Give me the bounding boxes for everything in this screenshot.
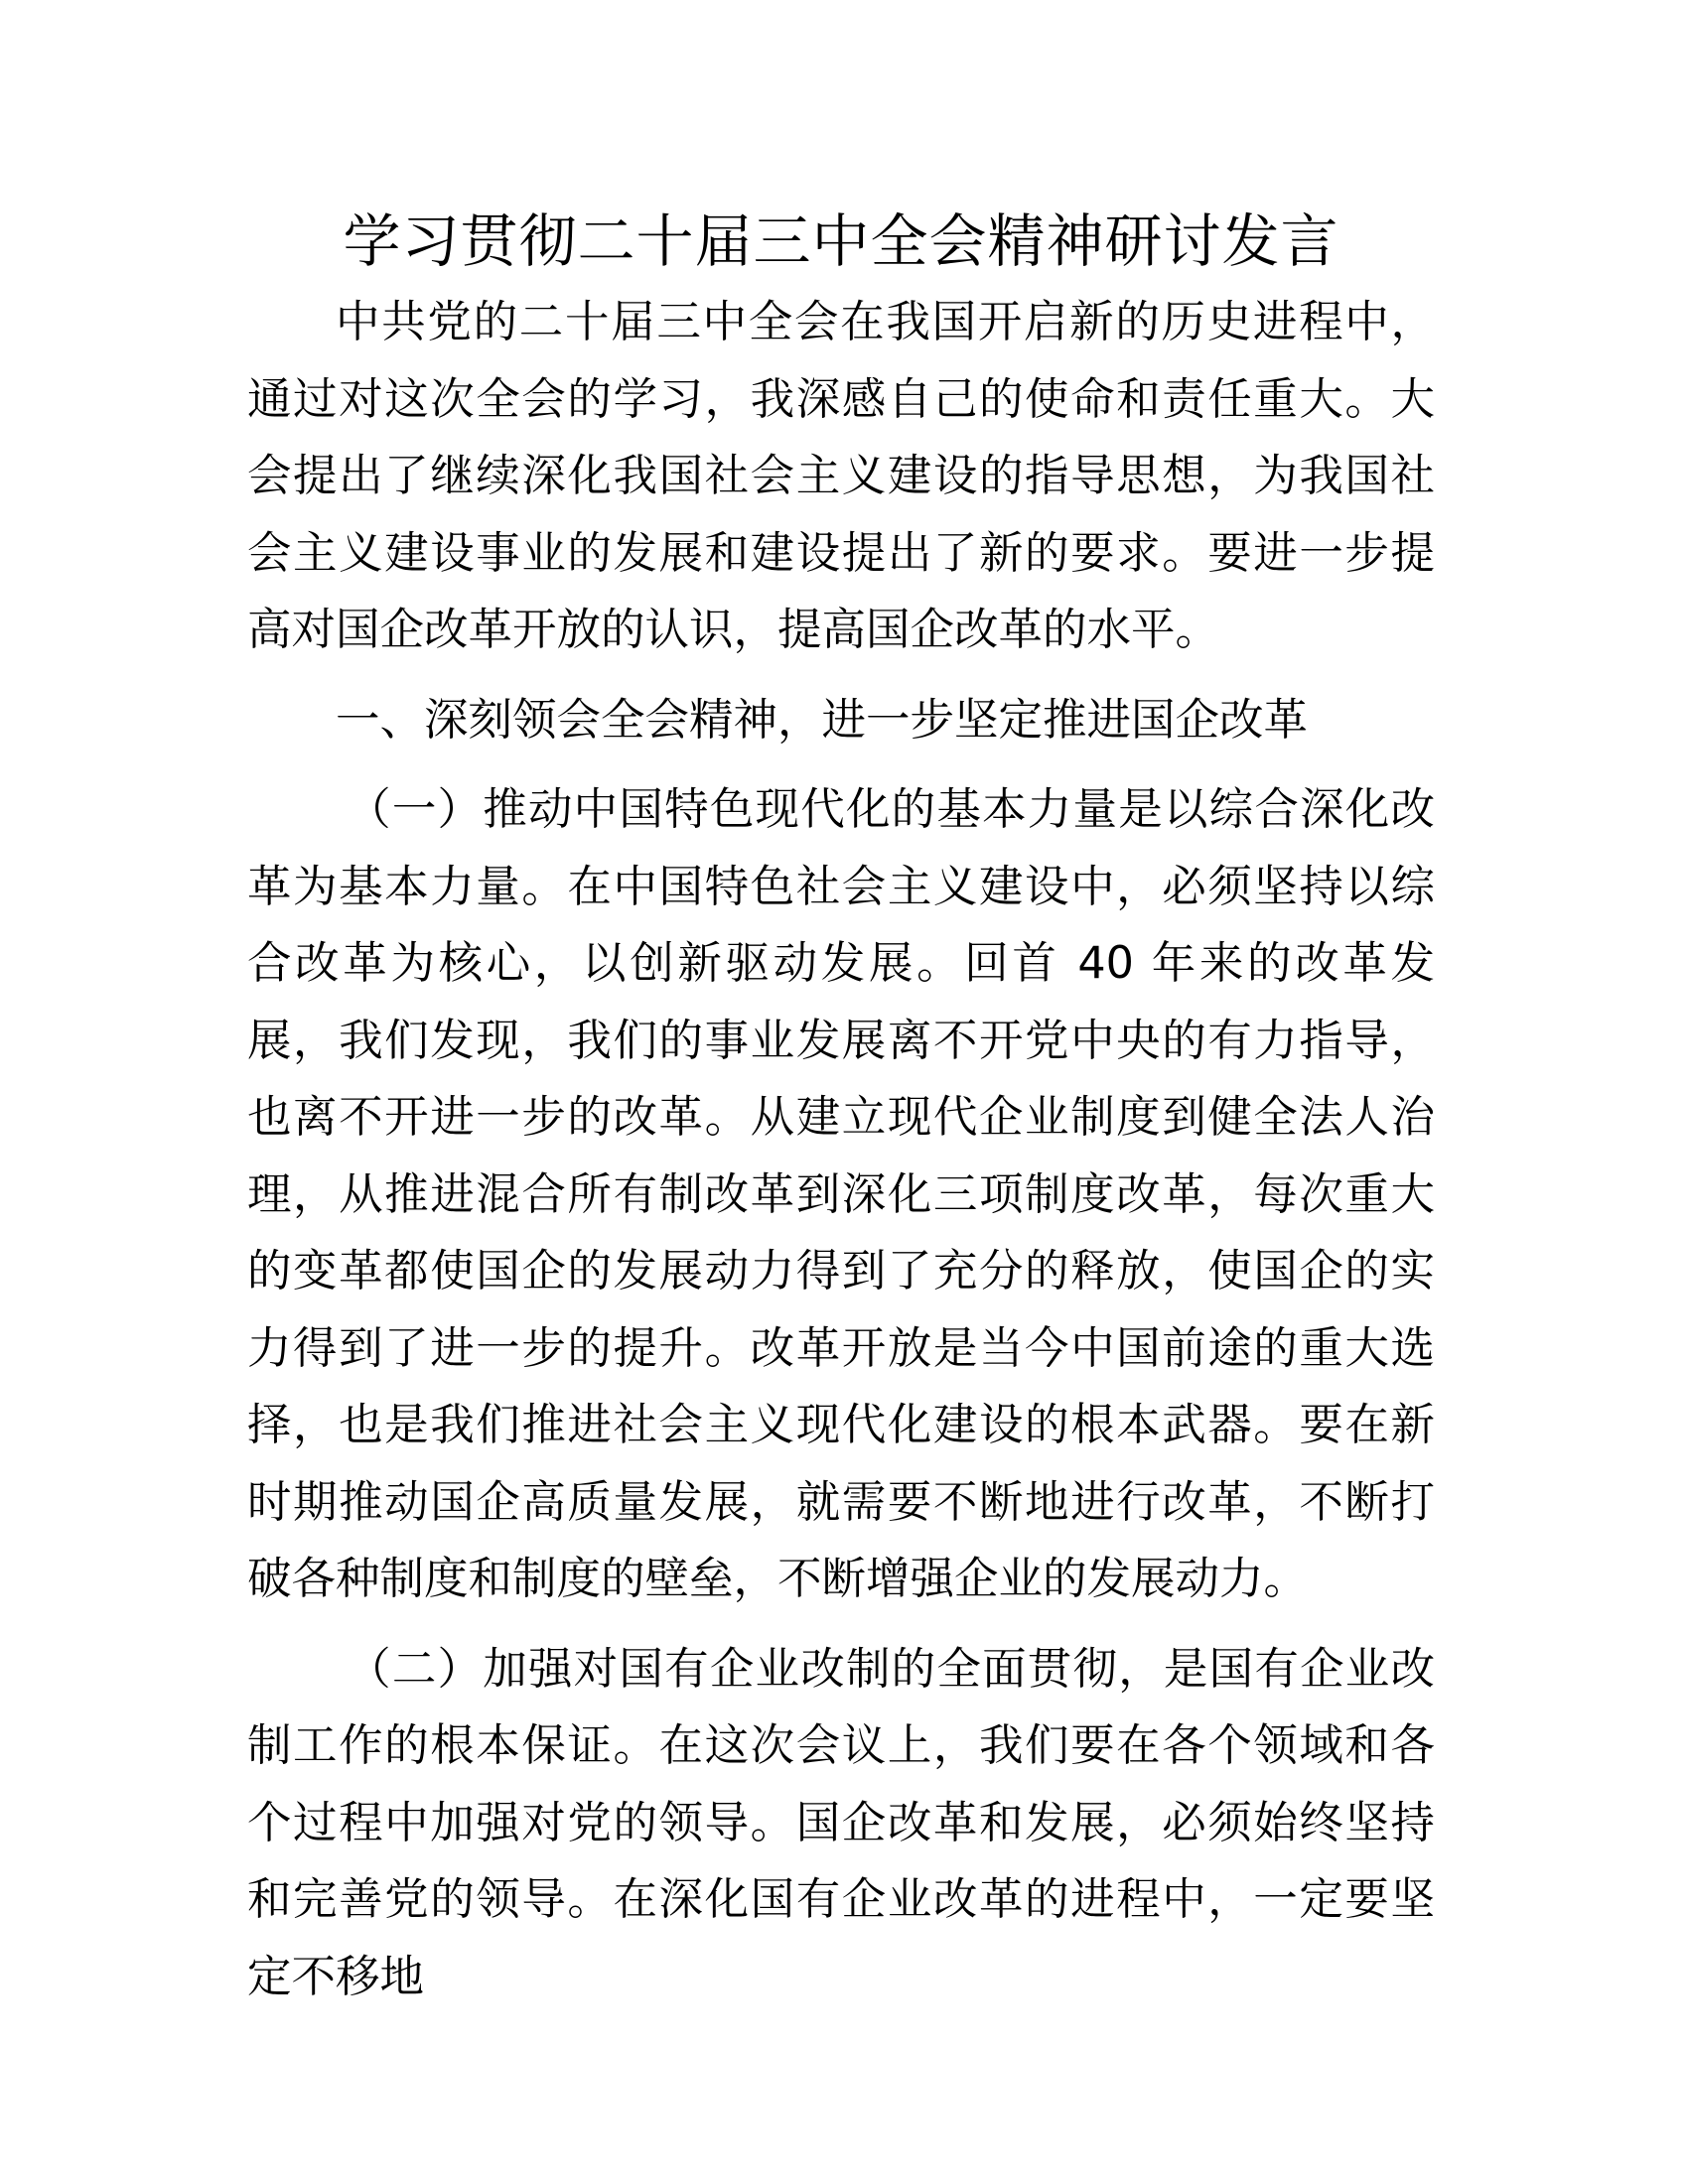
- section-heading-1: 一、深刻领会全会精神，进一步坚定推进国企改革: [336, 694, 1309, 746]
- subsection-paragraph-2: （二）加强对国有企业改制的全面贯彻，是国有企业改制工作的根本保证。在这次会议上，我们要在各个领域和各个过程中加强对党的领导。国企改革和发展，必须始终坚持和完善党的领导。在深化国有企业改革的进程中，一定要坚定不移地: [247, 1643, 1435, 2002]
- spacer: [247, 669, 1435, 682]
- subsection-paragraph-1: （一）推动中国特色现代化的基本力量是以综合深化改革为基本力量。在中国特色社会主义建设中，必须坚持以综合改革为核心，以创新驱动发展。回首 40 年来的改革发展，我们发现，我们的事业发展离不开党中央的有力指导，也离不开进一步的改革。从建立现代企业制度到健全法人治理，从推进混合所有制改革到深化三项制度改革，每次重大的变革都使国企的发展动力得到了充分的释放，使国企的实力得到了进一步的提升。改革开放是当今中国前途的重大选择，也是我们推进社会主义现代化建设的根本武器。要在新时期推动国企高质量发展，就需要不断地进行改革，不断打破各种制度和制度的壁垒，不断增强企业的发展动力。: [247, 784, 1435, 1604]
- document-title: 学习贯彻二十届三中全会精神研讨发言: [343, 207, 1339, 275]
- document-body: [247, 199, 1435, 2015]
- spacer: [247, 758, 1435, 771]
- spacer: [247, 1618, 1435, 1631]
- intro-paragraph: 中共党的二十届三中全会在我国开启新的历史进程中，通过对这次全会的学习，我深感自己的使命和责任重大。大会提出了继续深化我国社会主义建设的指导思想，为我国社会主义建设事业的发展和建设提出了新的要求。要进一步提高对国企改革开放的认识，提高国企改革的水平。: [247, 297, 1435, 655]
